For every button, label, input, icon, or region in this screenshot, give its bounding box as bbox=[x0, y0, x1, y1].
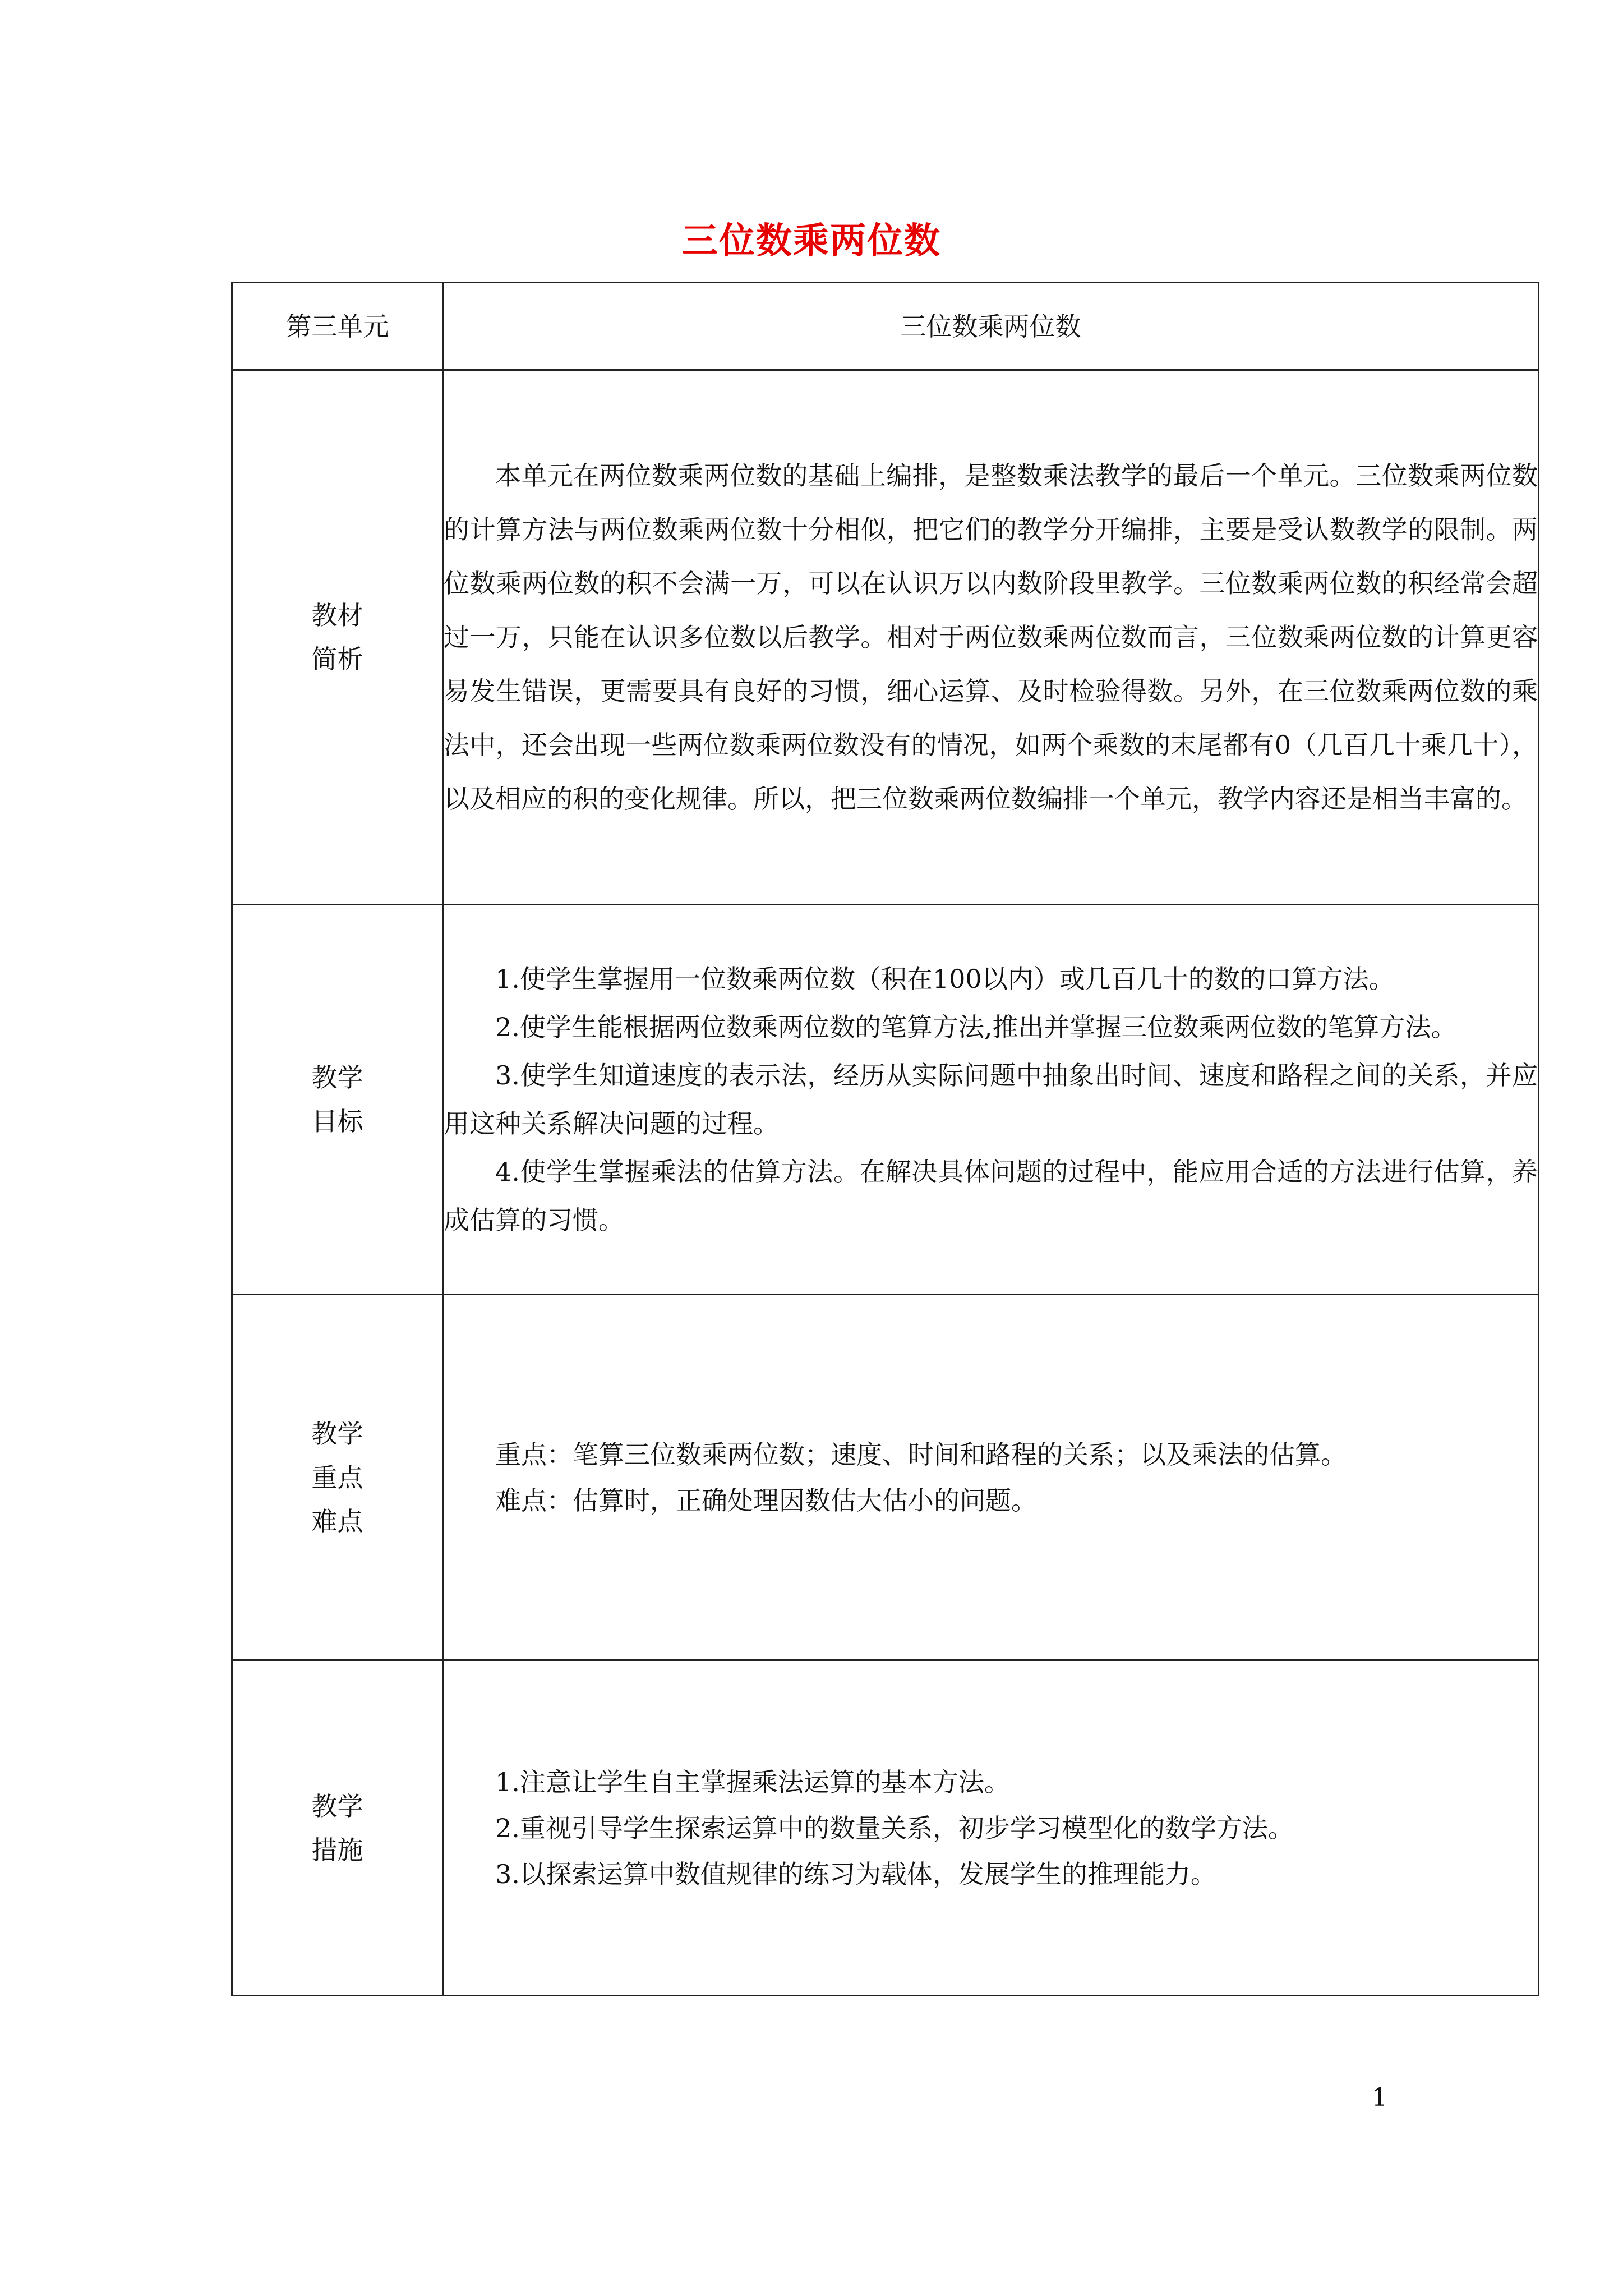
row-label-line: 教学 bbox=[311, 1418, 363, 1449]
row-label-line: 教材 bbox=[311, 600, 363, 631]
paragraph: 本单元在两位数乘两位数的基础上编排，是整数乘法教学的最后一个单元。三位数乘两位数的计算方法与两位数乘两位数十分相似，把它们的教学分开编排，主要是受认数教学的限制。两位数乘两位数的积不会满一万，可以在认识万以内数阶段里教学。三位数乘两位数的积经常会超过一万，只能在认识多位数以后教学。相对于两位数乘两位数而言，三位数乘两位数的计算更容易发生错误，更需要具有良好的习惯，细心运算、及时检验得数。另外，在三位数乘两位数的乘法中，还会出现一些两位数乘两位数没有的情况，如两个乘数的末尾都有0（几百几十乘几十），以及相应的积的变化规律。所以，把三位数乘两位数编排一个单元，教学内容还是相当丰富的。 bbox=[444, 461, 1538, 814]
topic-cell bbox=[443, 283, 1539, 370]
row-label-cell bbox=[232, 905, 443, 1295]
row-label-line: 目标 bbox=[311, 1106, 363, 1137]
row-label-line: 措施 bbox=[311, 1834, 363, 1865]
paragraph: 4.使学生掌握乘法的估算方法。在解决具体问题的过程中，能应用合适的方法进行估算，养成估算的习惯。 bbox=[444, 1157, 1538, 1235]
row-label-cell bbox=[232, 1660, 443, 1996]
paragraph: 3.以探索运算中数值规律的练习为载体，发展学生的推理能力。 bbox=[495, 1858, 1216, 1889]
page-number: 1 bbox=[1372, 2083, 1387, 2112]
document-title: 三位数乘两位数 bbox=[682, 220, 941, 262]
row-teaching-measures bbox=[232, 1660, 1539, 1996]
row-content-cell bbox=[443, 905, 1539, 1295]
paragraph: 1.使学生掌握用一位数乘两位数（积在100以内）或几百几十的数的口算方法。 bbox=[495, 964, 1395, 994]
unit-cell bbox=[232, 283, 443, 370]
paragraph: 1.注意让学生自主掌握乘法运算的基本方法。 bbox=[495, 1766, 1010, 1797]
row-content-cell bbox=[443, 370, 1539, 905]
row-key-difficult-points bbox=[232, 1295, 1539, 1660]
row-label-line: 简析 bbox=[311, 644, 363, 674]
row-content-cell bbox=[443, 1660, 1539, 1996]
paragraph: 2.重视引导学生探索运算中的数量关系，初步学习模型化的数学方法。 bbox=[495, 1812, 1294, 1843]
row-label-line: 教学 bbox=[311, 1062, 363, 1093]
row-label-cell bbox=[232, 370, 443, 905]
row-label-cell bbox=[232, 1295, 443, 1660]
paragraph: 2.使学生能根据两位数乘两位数的笔算方法,推出并掌握三位数乘两位数的笔算方法。 bbox=[495, 1012, 1457, 1042]
row-label-line: 难点 bbox=[311, 1506, 363, 1536]
paragraph: 难点：估算时，正确处理因数估大估小的问题。 bbox=[495, 1485, 1037, 1516]
unit-label: 第三单元 bbox=[285, 311, 389, 342]
row-material-analysis bbox=[232, 370, 1539, 905]
lesson-plan-table bbox=[231, 282, 1539, 1996]
row-content-cell bbox=[443, 1295, 1539, 1660]
header-row bbox=[232, 283, 1539, 370]
row-label-line: 重点 bbox=[311, 1462, 363, 1493]
paragraph: 重点：笔算三位数乘两位数；速度、时间和路程的关系；以及乘法的估算。 bbox=[495, 1439, 1347, 1470]
topic-label: 三位数乘两位数 bbox=[900, 311, 1081, 342]
row-label-line: 教学 bbox=[311, 1791, 363, 1821]
row-teaching-objectives bbox=[232, 905, 1539, 1295]
paragraph: 3.使学生知道速度的表示法，经历从实际问题中抽象出时间、速度和路程之间的关系，并应用这种关系解决问题的过程。 bbox=[444, 1060, 1538, 1139]
